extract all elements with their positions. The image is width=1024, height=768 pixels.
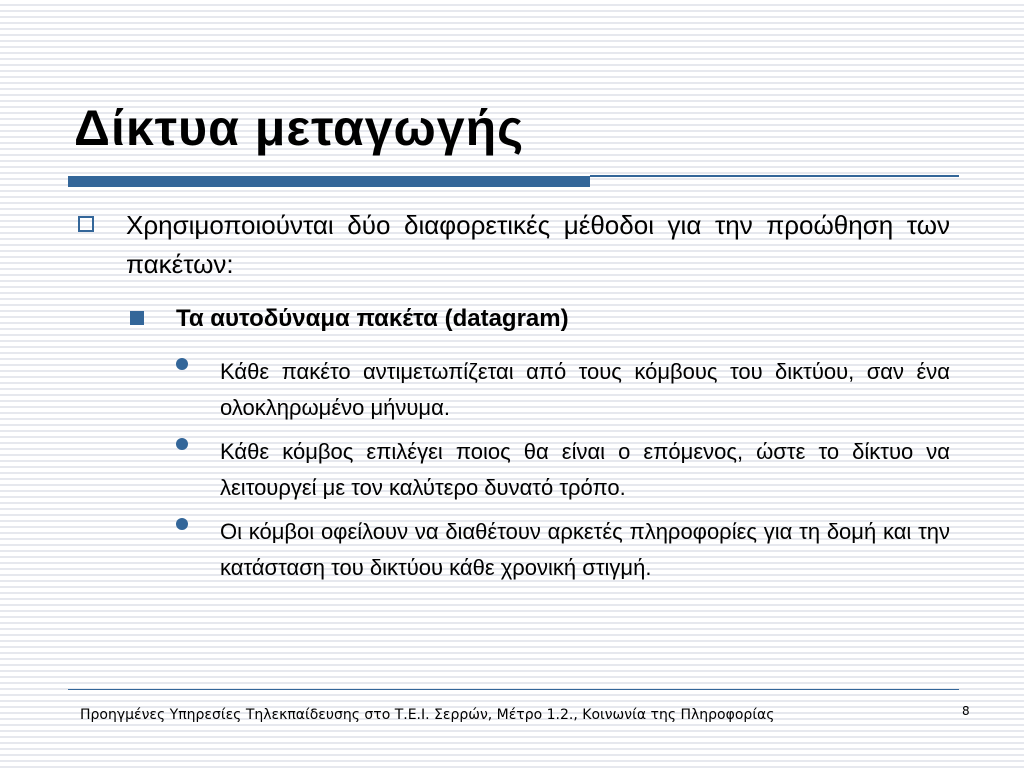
main-bullet-text: Χρησιμοποιούνται δύο διαφορετικές μέθοδοι για την προώθηση των πακέτων: (126, 210, 950, 279)
sub-heading-text: Τα αυτοδύναμα πακέτα (datagram) (176, 305, 569, 332)
point-text: Κάθε πακέτο αντιμετωπίζεται από τους κόμβους του δικτύου, σαν ένα ολοκληρωμένο μήνυμα. (220, 359, 950, 420)
title-underline (68, 174, 959, 188)
page-number: 8 (962, 704, 970, 718)
dot-bullet-icon (176, 358, 188, 370)
hollow-square-bullet-icon (78, 216, 94, 232)
dot-bullet-icon (176, 518, 188, 530)
title-underline-thick (68, 176, 590, 187)
footer-text: Προηγμένες Υπηρεσίες Τηλεκπαίδευσης στο Τ.Ε.Ι. Σερρών, Μέτρο 1.2., Κοινωνία της Πληροφορίας (80, 707, 775, 723)
dot-bullet-icon (176, 438, 188, 450)
slide-title: Δίκτυα μεταγωγής (74, 100, 525, 156)
title-underline-thin (590, 175, 959, 177)
point-text: Οι κόμβοι οφείλουν να διαθέτουν αρκετές πληροφορίες για τη δομή και την κατάσταση του δικτύου κάθε χρονική στιγμή. (220, 519, 950, 580)
point-text: Κάθε κόμβος επιλέγει ποιος θα είναι ο επόμενος, ώστε το δίκτυο να λειτουργεί με τον καλύτερο δυνατό τρόπο. (220, 439, 950, 500)
footer-divider (68, 689, 959, 690)
filled-square-bullet-icon (130, 311, 144, 325)
